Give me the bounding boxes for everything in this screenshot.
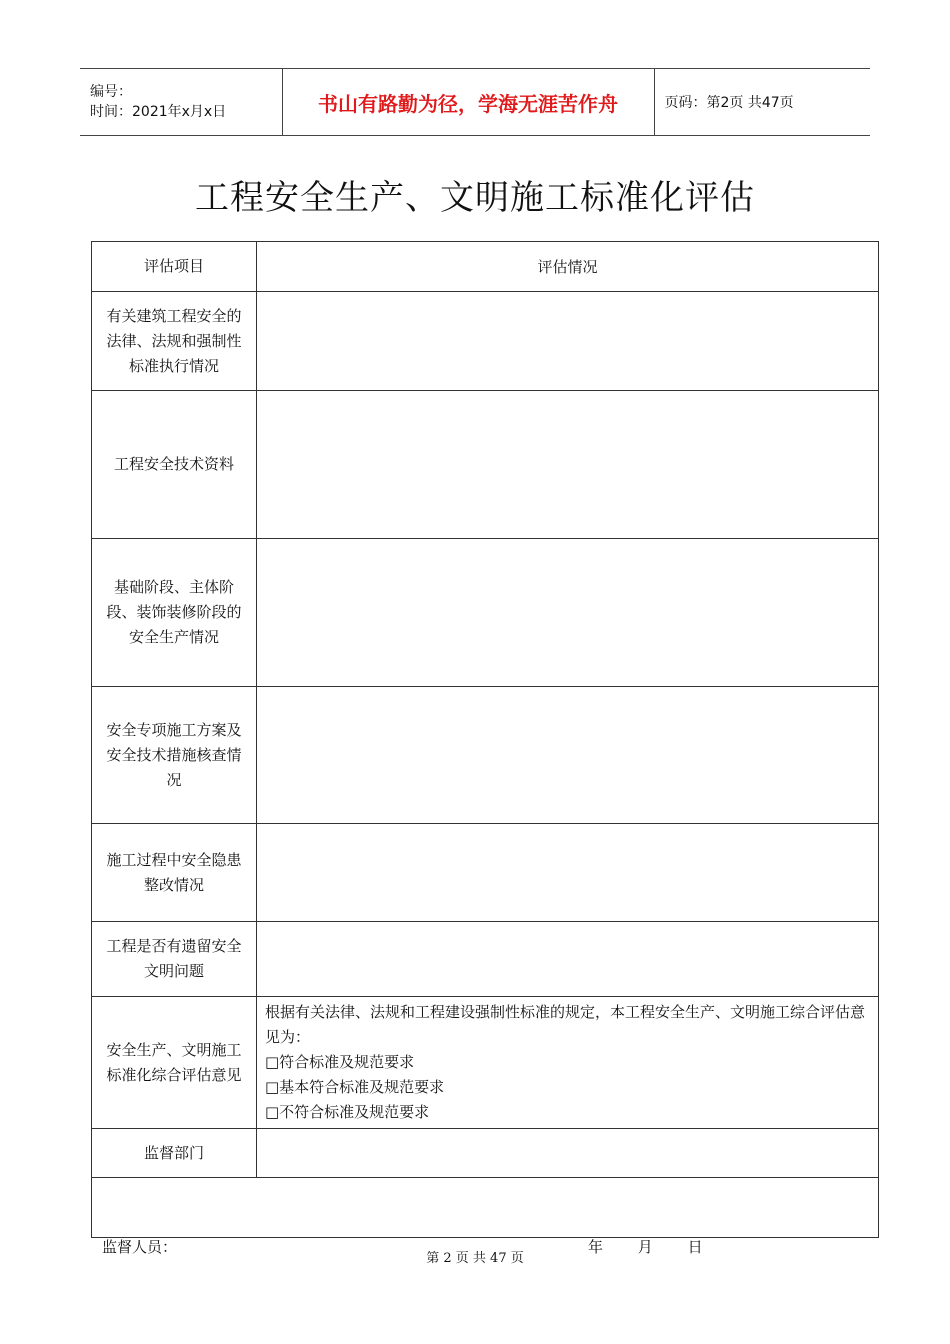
document-title: 工程安全生产、文明施工标准化评估 bbox=[195, 178, 755, 218]
table-row bbox=[92, 539, 879, 687]
row-item-label: 有关建筑工程安全的法律、法规和强制性标准执行情况 bbox=[92, 292, 257, 391]
page-footer: 第 2 页 共 47 页 bbox=[426, 1251, 524, 1266]
opinion-item-label: 安全生产、文明施工标准化综合评估意见 bbox=[92, 997, 257, 1129]
row-status-cell[interactable] bbox=[257, 539, 879, 687]
table-row bbox=[92, 687, 879, 824]
code-label: 编号： bbox=[90, 84, 132, 100]
date-day: 日 bbox=[687, 1237, 703, 1256]
table-row bbox=[92, 391, 879, 539]
column-header-item: 评估项目 bbox=[92, 242, 257, 292]
table-row bbox=[92, 922, 879, 997]
row-item-label: 工程是否有遗留安全文明问题 bbox=[92, 922, 257, 997]
dept-label: 监督部门 bbox=[92, 1129, 257, 1178]
row-item-label: 安全专项施工方案及安全技术措施核查情况 bbox=[92, 687, 257, 824]
row-item-label: 施工过程中安全隐患整改情况 bbox=[92, 824, 257, 922]
opinion-text: 根据有关法律、法规和工程建设强制性标准的规定，本工程安全生产、文明施工综合评估意见为： bbox=[265, 1003, 866, 1046]
row-item-label: 基础阶段、主体阶段、装饰装修阶段的安全生产情况 bbox=[92, 539, 257, 687]
row-status-cell[interactable] bbox=[257, 292, 879, 391]
row-status-cell[interactable] bbox=[257, 687, 879, 824]
table-row bbox=[92, 292, 879, 391]
opinion-cell bbox=[257, 997, 879, 1129]
opinion-row bbox=[92, 997, 879, 1129]
supervisor-cell bbox=[92, 1178, 879, 1256]
option-compliant[interactable]: □符合标准及规范要求 bbox=[265, 1053, 415, 1071]
row-item-label: 工程安全技术资料 bbox=[92, 391, 257, 539]
evaluation-table bbox=[91, 241, 879, 1256]
dept-row bbox=[92, 1129, 879, 1178]
header-motto-cell bbox=[282, 69, 654, 136]
option-basically-compliant[interactable]: □基本符合标准及规范要求 bbox=[265, 1078, 445, 1096]
header-left bbox=[80, 69, 282, 136]
header-right bbox=[654, 69, 870, 136]
time-label: 时间：2021年x月x日 bbox=[90, 104, 227, 120]
date-year: 年 bbox=[588, 1237, 604, 1256]
motto: 书山有路勤为径，学海无涯苦作舟 bbox=[318, 91, 618, 116]
page-header bbox=[80, 68, 870, 136]
table-header-row bbox=[92, 242, 879, 292]
column-header-status: 评估情况 bbox=[257, 242, 879, 292]
supervisor-row bbox=[92, 1178, 879, 1238]
dept-cell[interactable] bbox=[257, 1129, 879, 1178]
page-label: 页码：第2页 共47页 bbox=[664, 95, 794, 111]
row-status-cell[interactable] bbox=[257, 391, 879, 539]
row-status-cell[interactable] bbox=[257, 922, 879, 997]
row-status-cell[interactable] bbox=[257, 824, 879, 922]
table-row bbox=[92, 824, 879, 922]
option-non-compliant[interactable]: □不符合标准及规范要求 bbox=[265, 1103, 430, 1121]
date-month: 月 bbox=[637, 1237, 653, 1256]
supervisor-label: 监督人员： bbox=[102, 1237, 178, 1256]
